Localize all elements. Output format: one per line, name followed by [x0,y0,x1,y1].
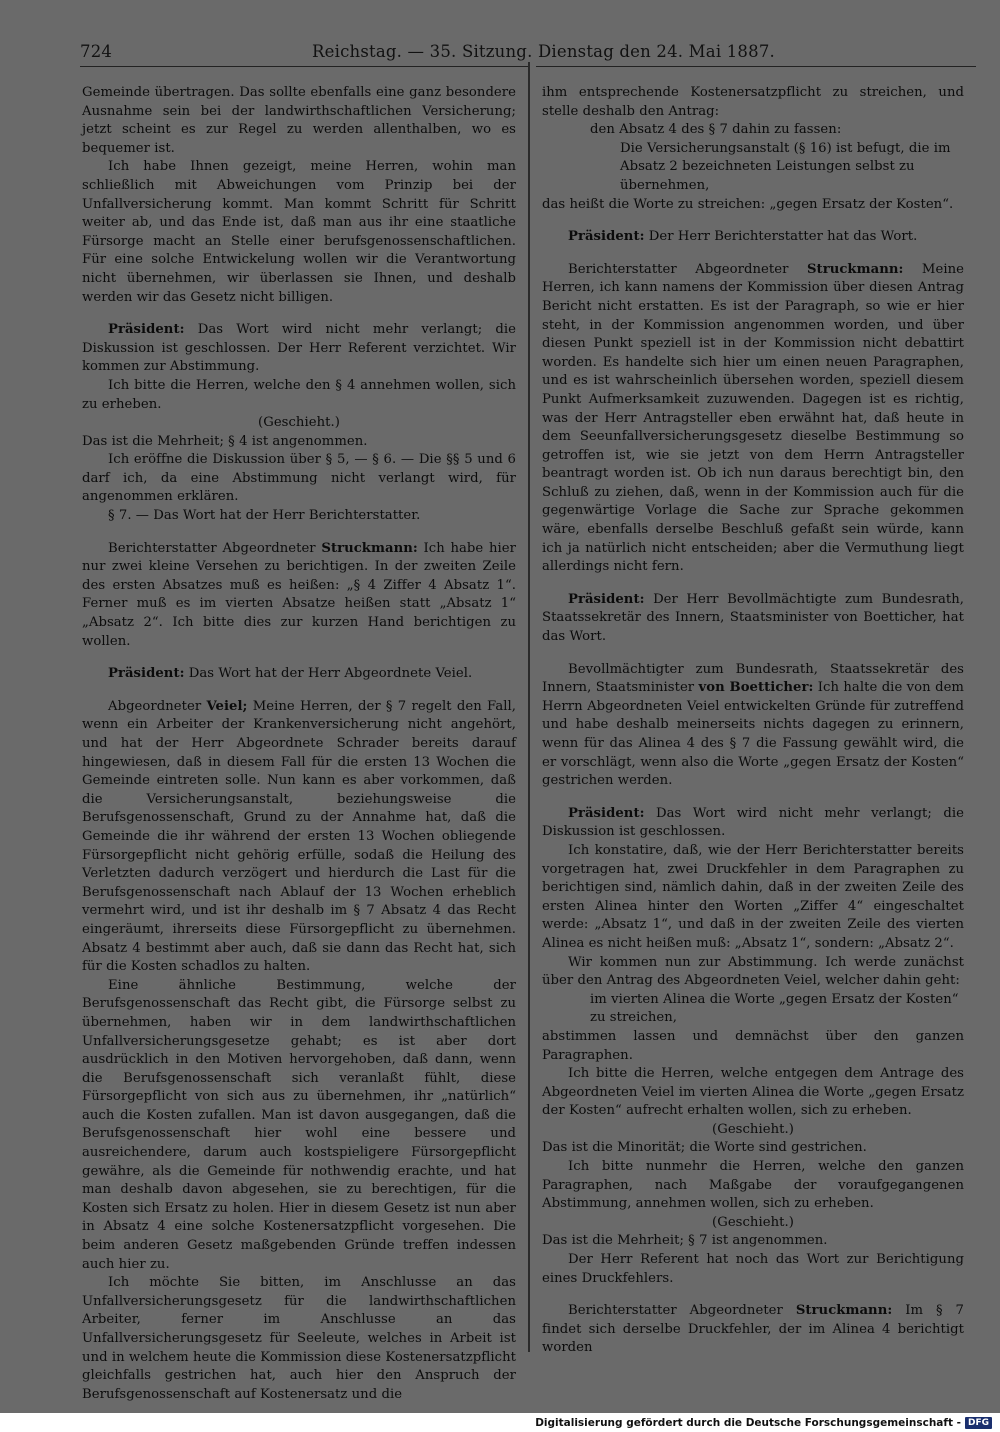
president-statement: Präsident: Der Herr Bevollmächtigte zum Bundesrath, Staatssekretär des Innern, Staatsminister von Boetticher, hat das Wort. [542,591,965,645]
speaker-label: Präsident: [108,666,185,682]
vote-motion: im vierten Alinea die Worte „gegen Ersatz der Kosten“ zu streichen, [590,991,959,1026]
rapporteur-statement: Berichterstatter Abgeordneter Struckmann: Meine Herren, ich kann namens der Kommission über diesen Antrag Bericht nicht erstatten. Es ist der Paragraph, so wie er hier steht, in der Kommission angenommen worden, und über diesen Punkt speziell ist in der Kommission nicht debattirt worden. Es handelte sich hier um einen neuen Paragraphen, und es ist wahrscheinlich übersehen worden, speziell diesem Punkt Aufmerksamkeit zuzuwenden. Dagegen ist es richtig, was der Herr Antragsteller eben erwähnt hat, daß heute in dem Seeunfallversicherungsgesetz dieselbe Bestimmung so getroffen ist, wie sie jetzt von dem Herrn Antragsteller beantragt worden ist. Ob ich nun daraus berechtigt bin, den Schluß zu ziehen, daß, wenn in der Kommission auch für die gegenwärtige Vorlage die Sache zur Sprache gekommen wäre, ebenfalls derselbe Beschluß gefaßt sein würde, kann ich ja natürlich nicht entscheiden; aber die Vermuthung liegt allerdings nicht fern. [542,261,964,575]
speaker-label: Präsident: [568,591,645,607]
running-title: Reichstag. — 35. Sitzung. Dienstag den 24. Mai 1887. [312,42,775,61]
header-rule-left [80,66,530,67]
speaker-name: Struckmann: [321,540,418,556]
paragraph: Ich konstatire, daß, wie der Herr Berichterstatter bereits vorgetragen hat, zwei Druckfehler in dem Paragraphen zu berichtigen sind, nämlich dahin, daß in der zweiten Zeile des ersten Alinea hinter den Worten „Ziffer 4“ eingeschaltet werde: „Absatz 1“, und daß in der zweiten Zeile des vierten Alinea es nicht heißen muß: „Absatz 1“, sondern: „Absatz 2“. [542,842,964,951]
president-statement: Präsident: Das Wort wird nicht mehr verlangt; die Diskussion ist geschlossen. [542,805,964,840]
funding-footer [535,1416,992,1430]
speaker-name: Struckmann: [795,1303,893,1319]
boetticher-statement: Bevollmächtigter zum Bundesrath, Staatssekretär des Innern, Staatsminister von Boetticher: Ich halte die von dem Herrn Abgeordneten Veiel entwickelten Gründe für zutreffend und habe deshalb meinerseits nichts dagegen zu erinnern, wenn für das Alinea 4 des § 7 die Fassung gewählt wird, die er vorschlägt, wenn also die Worte „gegen Ersatz der Kosten“ gestrichen werden. [542,661,964,789]
motion-text: Die Versicherungsanstalt (§ 16) ist befugt, die im Absatz 2 bezeichneten Leistungen selbst zu übernehmen, [620,140,951,193]
paragraph: Ich bitte die Herren, welche entgegen dem Antrage des Abgeordneten Veiel im vierten Alinea die Worte „gegen Ersatz der Kosten“ aufrecht erhalten wollen, sich zu erheben. [542,1066,964,1119]
paragraph: Ich habe Ihnen gezeigt, meine Herren, wohin man schließlich mit Abweichungen vom Prinzip bei der Unfallversicherung kommt. Man kommt Schritt für Schritt weiter ab, und das Ende ist, daß man aus ihr eine staatliche Fürsorge macht an Stelle einer berufsgenossenschaftlichen. Für eine solche Entwickelung wollen wir die Verantwortung nicht übernehmen, wir überlassen sie Ihnen, und deshalb werden wir das Gesetz nicht billigen. [82,159,516,305]
paragraph: Das ist die Minorität; die Worte sind gestrichen. [542,1140,867,1156]
motion-text: den Absatz 4 des § 7 dahin zu fassen: [590,122,842,138]
paragraph: Gemeinde übertragen. Das sollte ebenfalls eine ganz besondere Ausnahme sein bei der landwirthschaftlichen Versicherung; jetzt scheint es zur Regel zu werden allenthalben, wo es bequemer ist. [82,85,516,156]
speaker-name: Struckmann: [806,261,904,277]
header-rule-right [536,66,976,67]
paragraph: Ich bitte nunmehr die Herren, welche den ganzen Paragraphen, nach Maßgabe der voraufgegangenen Abstimmung, annehmen wollen, sich zu erheben. [542,1159,964,1212]
page-header [72,40,976,66]
paragraph: Eine ähnliche Bestimmung, welche der Berufsgenossenschaft das Recht gibt, die Fürsorge selbst zu übernehmen, haben wir in dem landwirthschaftlichen Unfallversicherungsgesetze gehabt; es ist aber dort ausdrücklich in den Motiven hervorgehoben, daß dann, wenn die Berufsgenossenschaft sich veranlaßt fühlt, diese Fürsorgepflicht von sich aus zu übernehmen, ihr „natürlich“ auch die Kosten zufallen. Man ist davon ausgegangen, daß die Berufsgenossenschaft hier wohl eine bessere und ausreichendere, darum auch kostspieligere Fürsorgepflicht gewähre, als die Gemeinde für nothwendig erachte, und hat man deshalb davon abgesehen, sie zu berechtigen, für die Kosten sich Ersatz zu holen. Hier in diesem Gesetz ist nun aber in Absatz 4 eine solche Kostenersatzpflicht vorgesehen. Die beim anderen Gesetz maßgebenden Gründe treffen indessen auch hier zu. [82,977,516,1272]
speaker-label: Präsident: [108,322,185,338]
page-number: 724 [80,42,113,61]
stage-direction: (Geschieht.) [258,415,340,431]
funding-note: Digitalisierung gefördert durch die Deutsche Forschungsgemeinschaft - [535,1417,961,1429]
speaker-label: Präsident: [568,805,645,821]
rapporteur-statement: Berichterstatter Abgeordneter Struckmann: Im § 7 findet sich derselbe Druckfehler, der im Alinea 4 berichtigt worden [542,1303,965,1356]
paragraph: Das ist die Mehrheit; § 7 ist angenommen. [542,1233,828,1249]
paragraph: Ich möchte Sie bitten, im Anschlusse an das Unfallversicherungsgesetz für die landwirthschaftlichen Arbeiter, ferner im Anschlusse an das Unfallversicherungsgesetz für Seeleute, welches in Arbeit ist und in welchem heute die Kommission diese Kostenersatzpflicht gleichfalls gestrichen hat, auch hier den Anspruch der Berufsgenossenschaft auf Kostenersatz und die [82,1275,516,1402]
paragraph: Ich bitte die Herren, welche den § 4 annehmen wollen, sich zu erheben. [82,377,516,412]
president-statement: Präsident: Der Herr Berichterstatter hat das Wort. [568,229,918,245]
paragraph: Der Herr Referent hat noch das Wort zur Berichtigung eines Druckfehlers. [542,1252,964,1286]
motion-text: das heißt die Worte zu streichen: „gegen Ersatz der Kosten“. [542,196,954,212]
column-separator [528,62,530,1352]
dfg-logo: DFG [965,1417,992,1429]
right-column [542,84,964,1358]
paragraph: Wir kommen nun zur Abstimmung. Ich werde zunächst über den Antrag des Abgeordneten Veiel, welcher dahin geht: [542,954,964,989]
veiel-statement: Abgeordneter Veiel; Meine Herren, der § 7 regelt den Fall, wenn ein Arbeiter der Krankenversicherung nicht angehört, und hat der Herr Abgeordnete Schrader bereits darauf hingewiesen, daß in diesem Fall für die ersten 13 Wochen die Gemeinde eintreten solle. Nun kann es aber vorkommen, daß die Versicherungsanstalt, beziehungsweise die Berufsgenossenschaft, Grund zu der Annahme hat, daß die Gemeinde die ihr während der ersten 13 Wochen obliegende Fürsorgepflicht nicht gehörig erfülle, sodaß die Heilung des Verletzten dadurch verzögert und hierdurch die Last für die Berufsgenossenschaft nach Ablauf der 13 Wochen erheblich vermehrt wird, und ist ihr deshalb im § 7 Absatz 4 das Recht eingeräumt, ihrerseits diese Fürsorgepflicht zu übernehmen. Absatz 4 bestimmt aber auch, daß sie dann das Recht hat, sich für die Kosten schadlos zu halten. [82,698,517,975]
president-statement: Präsident: Das Wort wird nicht mehr verlangt; die Diskussion ist geschlossen. Der Herr Referent verzichtet. Wir kommen zur Abstimmung. [82,322,517,375]
paragraph: abstimmen lassen und demnächst über den ganzen Paragraphen. [542,1028,964,1063]
rapporteur-statement: Berichterstatter Abgeordneter Struckmann: Ich habe hier nur zwei kleine Versehen zu berichtigen. In der zweiten Zeile des ersten Absatzes muß es heißen: „§ 4 Ziffer 4 Absatz 1“. Ferner muß es im vierten Absatze heißen statt „Absatz 1“ „Absatz 2“. Ich bitte dies zur kurzen Hand berichtigen zu wollen. [82,540,516,649]
paragraph: Ich eröffne die Diskussion über § 5, — § 6. — Die §§ 5 und 6 darf ich, da eine Abstimmung nicht verlangt wird, für angenommen erklären. [82,452,516,505]
speaker-name: Veiel; [206,698,248,714]
speaker-label: Präsident: [568,229,645,245]
stage-direction: (Geschieht.) [712,1214,794,1230]
left-column [82,84,516,1404]
paragraph: ihm entsprechende Kostenersatzpflicht zu streichen, und stelle deshalb den Antrag: [542,85,964,119]
president-statement: Präsident: Das Wort hat der Herr Abgeordnete Veiel. [108,666,473,682]
stage-direction: (Geschieht.) [712,1121,794,1137]
paragraph: Das ist die Mehrheit; § 4 ist angenommen. [82,433,368,449]
speaker-name: von Boetticher: [698,680,814,696]
paragraph: § 7. — Das Wort hat der Herr Berichterstatter. [108,508,421,524]
